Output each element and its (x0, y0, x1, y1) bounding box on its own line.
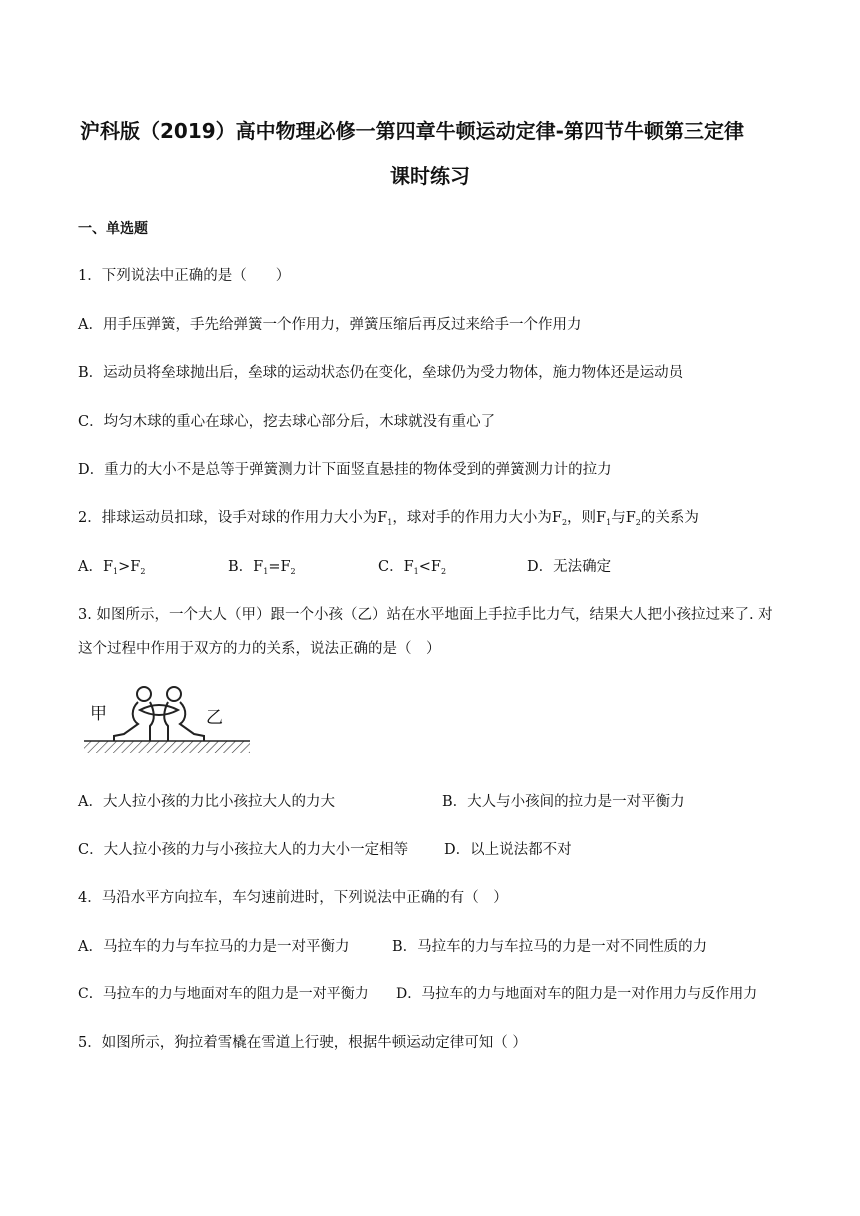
figure-label-yi: 乙 (206, 708, 223, 728)
option-text: <F (418, 559, 441, 575)
figure-drawing (84, 680, 254, 760)
child-body (180, 702, 204, 741)
q3-option-a: A．大人拉小孩的力比小孩拉大人的力大 (78, 794, 335, 810)
q4-option-d: D．马拉车的力与地面对车的阻力是一对作用力与反作用力 (396, 986, 758, 1002)
q3-stem-line2: 这个过程中作用于双方的力的关系，说法正确的是（ ） (78, 641, 441, 657)
option-text: C．F (378, 559, 414, 575)
ground-hatch (84, 741, 250, 753)
option-text: A．F (78, 559, 114, 575)
q2-option-d: D．无法确定 (527, 559, 612, 575)
q1-stem: 1．下列说法中正确的是（ ） (78, 268, 291, 284)
subscript: 2 (635, 518, 641, 527)
q2-stem-text: ，则F (567, 510, 607, 526)
subscript: 1 (263, 567, 269, 576)
child-head (167, 687, 181, 701)
q1-option-c: C．均匀木球的重心在球心，挖去球心部分后，木球就没有重心了 (78, 414, 496, 430)
figure-label-jia: 甲 (90, 704, 107, 724)
joined-arms (140, 705, 178, 715)
q2-stem-text: 的关系为 (640, 510, 699, 526)
q4-option-b: B．马拉车的力与车拉马的力是一对不同性质的力 (392, 939, 708, 955)
option-text: >F (118, 559, 141, 575)
subscript: 1 (606, 518, 612, 527)
subscript: 1 (113, 567, 119, 576)
q2-stem-text: 2．排球运动员扣球，设手对球的作用力大小为F (78, 510, 388, 526)
q5-stem: 5．如图所示，狗拉着雪橇在雪道上行驶，根据牛顿运动定律可知（ ） (78, 1035, 527, 1051)
child-leg (164, 702, 168, 741)
page-title-line2: 课时练习 (390, 164, 470, 188)
subscript: 2 (561, 518, 568, 527)
q1-option-b: B．运动员将垒球抛出后，垒球的运动状态仍在变化，垒球仍为受力物体，施力物体还是运动员 (78, 365, 684, 381)
q2-stem (78, 506, 699, 527)
q2-stem-text: 与F (611, 510, 636, 526)
q2-option-b (228, 555, 296, 576)
section-heading: 一、单选题 (78, 221, 148, 237)
q3-option-d: D．以上说法都不对 (444, 842, 572, 858)
q3-option-b: B．大人与小孩间的拉力是一对平衡力 (442, 794, 685, 810)
adult-head (137, 687, 151, 701)
option-text: =F (268, 559, 291, 575)
q4-stem: 4．马沿水平方向拉车，车匀速前进时，下列说法中正确的有（ ） (78, 890, 508, 906)
subscript: 2 (440, 567, 447, 576)
subscript: 1 (413, 567, 419, 576)
q1-option-a: A．用手压弹簧，手先给弹簧一个作用力，弹簧压缩后再反过来给手一个作用力 (78, 317, 582, 333)
q4-option-a: A．马拉车的力与车拉马的力是一对平衡力 (78, 939, 350, 955)
option-text: B．F (228, 559, 264, 575)
subscript: 2 (290, 567, 296, 576)
q3-stem-line1: 3. 如图所示，一个大人（甲）跟一个小孩（乙）站在水平地面上手拉手比力气，结果大人把小孩拉过来了. 对 (78, 607, 773, 623)
tug-of-war-figure (84, 680, 254, 760)
q2-option-c (378, 555, 446, 576)
q2-option-a (78, 555, 145, 576)
subscript: 2 (140, 567, 146, 576)
subscript: 1 (387, 518, 393, 527)
q2-stem-text: ，球对手的作用力大小为F (392, 510, 562, 526)
q4-option-c: C．马拉车的力与地面对车的阻力是一对平衡力 (78, 986, 369, 1002)
page-title-line1: 沪科版（2019）高中物理必修一第四章牛顿运动定律-第四节牛顿第三定律 (80, 119, 744, 143)
adult-leg (150, 702, 154, 741)
adult-body (114, 702, 138, 741)
q1-option-d: D．重力的大小不是总等于弹簧测力计下面竖直悬挂的物体受到的弹簧测力计的拉力 (78, 462, 612, 478)
q3-option-c: C．大人拉小孩的力与小孩拉大人的力大小一定相等 (78, 842, 409, 858)
